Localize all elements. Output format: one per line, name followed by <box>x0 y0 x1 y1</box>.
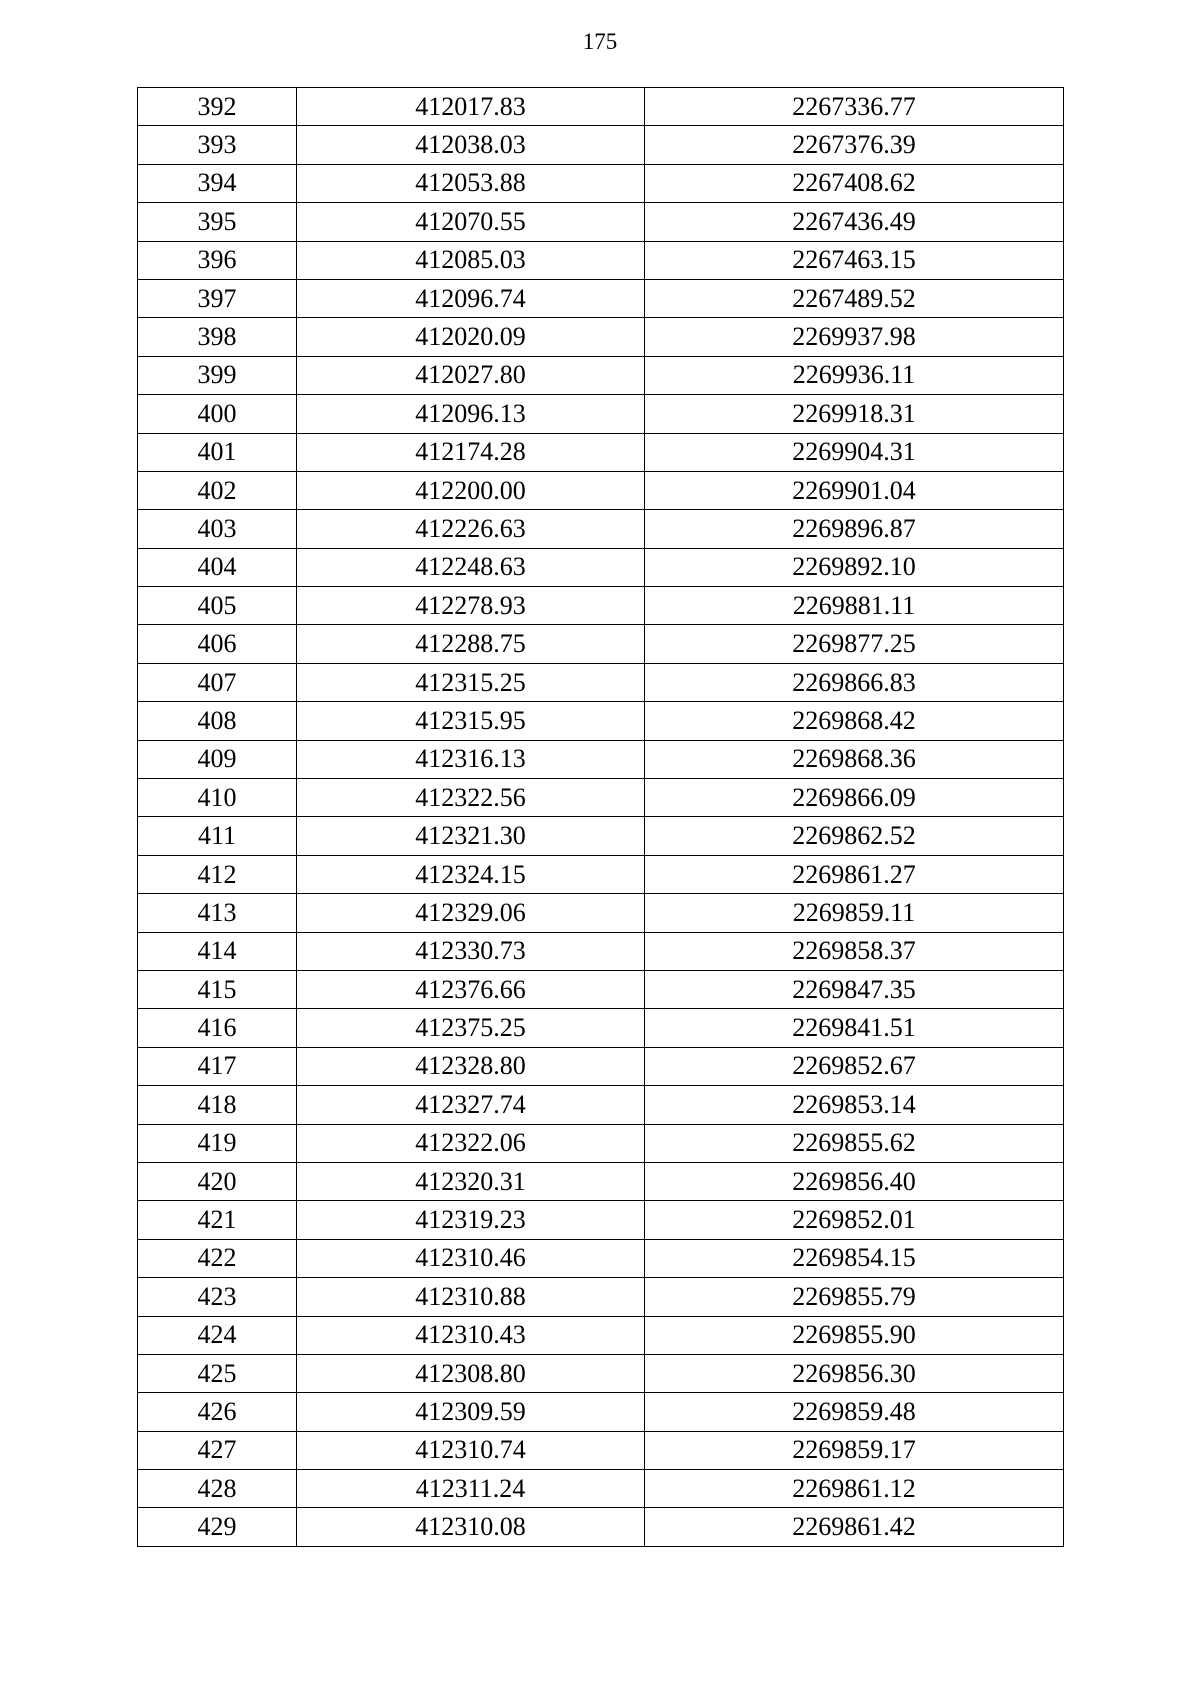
point-number-cell: 417 <box>138 1047 297 1085</box>
point-number-cell: 418 <box>138 1086 297 1124</box>
table-row <box>138 1086 1064 1124</box>
y-coordinate-cell: 2269856.30 <box>645 1354 1064 1392</box>
table-row <box>138 510 1064 548</box>
point-number-cell: 409 <box>138 740 297 778</box>
table-row <box>138 932 1064 970</box>
point-number-cell: 423 <box>138 1278 297 1316</box>
y-coordinate-cell: 2269861.12 <box>645 1470 1064 1508</box>
point-number-cell: 420 <box>138 1162 297 1200</box>
table-row <box>138 1162 1064 1200</box>
table-row <box>138 779 1064 817</box>
point-number-cell: 414 <box>138 932 297 970</box>
y-coordinate-cell: 2269868.42 <box>645 702 1064 740</box>
x-coordinate-cell: 412200.00 <box>297 471 645 509</box>
table-row <box>138 548 1064 586</box>
y-coordinate-cell: 2269881.11 <box>645 587 1064 625</box>
y-coordinate-cell: 2269892.10 <box>645 548 1064 586</box>
table-row <box>138 1354 1064 1392</box>
table-row <box>138 1009 1064 1047</box>
table-row <box>138 1508 1064 1546</box>
table-row <box>138 1124 1064 1162</box>
x-coordinate-cell: 412308.80 <box>297 1354 645 1392</box>
x-coordinate-cell: 412321.30 <box>297 817 645 855</box>
y-coordinate-cell: 2269862.52 <box>645 817 1064 855</box>
y-coordinate-cell: 2267489.52 <box>645 279 1064 317</box>
point-number-cell: 399 <box>138 356 297 394</box>
table-row <box>138 625 1064 663</box>
table-row <box>138 471 1064 509</box>
x-coordinate-cell: 412226.63 <box>297 510 645 548</box>
y-coordinate-cell: 2269856.40 <box>645 1162 1064 1200</box>
y-coordinate-cell: 2269855.79 <box>645 1278 1064 1316</box>
point-number-cell: 397 <box>138 279 297 317</box>
y-coordinate-cell: 2269852.67 <box>645 1047 1064 1085</box>
y-coordinate-cell: 2269877.25 <box>645 625 1064 663</box>
x-coordinate-cell: 412330.73 <box>297 932 645 970</box>
y-coordinate-cell: 2269937.98 <box>645 318 1064 356</box>
x-coordinate-cell: 412320.31 <box>297 1162 645 1200</box>
point-number-cell: 402 <box>138 471 297 509</box>
x-coordinate-cell: 412174.28 <box>297 433 645 471</box>
point-number-cell: 403 <box>138 510 297 548</box>
y-coordinate-cell: 2269853.14 <box>645 1086 1064 1124</box>
point-number-cell: 419 <box>138 1124 297 1162</box>
point-number-cell: 393 <box>138 126 297 164</box>
coordinates-table <box>137 87 1064 1547</box>
y-coordinate-cell: 2269896.87 <box>645 510 1064 548</box>
y-coordinate-cell: 2267463.15 <box>645 241 1064 279</box>
x-coordinate-cell: 412070.55 <box>297 203 645 241</box>
y-coordinate-cell: 2269901.04 <box>645 471 1064 509</box>
point-number-cell: 410 <box>138 779 297 817</box>
x-coordinate-cell: 412310.74 <box>297 1431 645 1469</box>
x-coordinate-cell: 412322.56 <box>297 779 645 817</box>
y-coordinate-cell: 2269855.62 <box>645 1124 1064 1162</box>
x-coordinate-cell: 412327.74 <box>297 1086 645 1124</box>
y-coordinate-cell: 2269859.11 <box>645 894 1064 932</box>
x-coordinate-cell: 412311.24 <box>297 1470 645 1508</box>
table-row <box>138 279 1064 317</box>
point-number-cell: 394 <box>138 164 297 202</box>
table-row <box>138 164 1064 202</box>
x-coordinate-cell: 412248.63 <box>297 548 645 586</box>
table-row <box>138 817 1064 855</box>
x-coordinate-cell: 412315.95 <box>297 702 645 740</box>
point-number-cell: 404 <box>138 548 297 586</box>
x-coordinate-cell: 412038.03 <box>297 126 645 164</box>
y-coordinate-cell: 2269854.15 <box>645 1239 1064 1277</box>
y-coordinate-cell: 2269868.36 <box>645 740 1064 778</box>
x-coordinate-cell: 412278.93 <box>297 587 645 625</box>
table-row <box>138 126 1064 164</box>
table-row <box>138 395 1064 433</box>
table-row <box>138 702 1064 740</box>
table-row <box>138 1201 1064 1239</box>
x-coordinate-cell: 412322.06 <box>297 1124 645 1162</box>
y-coordinate-cell: 2269859.17 <box>645 1431 1064 1469</box>
point-number-cell: 426 <box>138 1393 297 1431</box>
x-coordinate-cell: 412329.06 <box>297 894 645 932</box>
point-number-cell: 429 <box>138 1508 297 1546</box>
y-coordinate-cell: 2269852.01 <box>645 1201 1064 1239</box>
table-row <box>138 318 1064 356</box>
point-number-cell: 392 <box>138 88 297 126</box>
point-number-cell: 424 <box>138 1316 297 1354</box>
table-row <box>138 1393 1064 1431</box>
x-coordinate-cell: 412316.13 <box>297 740 645 778</box>
table-row <box>138 356 1064 394</box>
table-row <box>138 1316 1064 1354</box>
table-row <box>138 88 1064 126</box>
y-coordinate-cell: 2267436.49 <box>645 203 1064 241</box>
x-coordinate-cell: 412027.80 <box>297 356 645 394</box>
point-number-cell: 398 <box>138 318 297 356</box>
point-number-cell: 422 <box>138 1239 297 1277</box>
table-row <box>138 1047 1064 1085</box>
x-coordinate-cell: 412288.75 <box>297 625 645 663</box>
x-coordinate-cell: 412315.25 <box>297 663 645 701</box>
y-coordinate-cell: 2269859.48 <box>645 1393 1064 1431</box>
table-row <box>138 855 1064 893</box>
table-row <box>138 203 1064 241</box>
table-row <box>138 1239 1064 1277</box>
y-coordinate-cell: 2269841.51 <box>645 1009 1064 1047</box>
table-row <box>138 663 1064 701</box>
y-coordinate-cell: 2269861.27 <box>645 855 1064 893</box>
y-coordinate-cell: 2267336.77 <box>645 88 1064 126</box>
point-number-cell: 395 <box>138 203 297 241</box>
y-coordinate-cell: 2267408.62 <box>645 164 1064 202</box>
point-number-cell: 412 <box>138 855 297 893</box>
x-coordinate-cell: 412085.03 <box>297 241 645 279</box>
point-number-cell: 427 <box>138 1431 297 1469</box>
y-coordinate-cell: 2269918.31 <box>645 395 1064 433</box>
point-number-cell: 415 <box>138 970 297 1008</box>
point-number-cell: 411 <box>138 817 297 855</box>
y-coordinate-cell: 2269858.37 <box>645 932 1064 970</box>
x-coordinate-cell: 412310.46 <box>297 1239 645 1277</box>
table-row <box>138 740 1064 778</box>
y-coordinate-cell: 2269855.90 <box>645 1316 1064 1354</box>
point-number-cell: 416 <box>138 1009 297 1047</box>
x-coordinate-cell: 412376.66 <box>297 970 645 1008</box>
x-coordinate-cell: 412310.43 <box>297 1316 645 1354</box>
x-coordinate-cell: 412020.09 <box>297 318 645 356</box>
point-number-cell: 405 <box>138 587 297 625</box>
x-coordinate-cell: 412375.25 <box>297 1009 645 1047</box>
point-number-cell: 400 <box>138 395 297 433</box>
y-coordinate-cell: 2269904.31 <box>645 433 1064 471</box>
point-number-cell: 396 <box>138 241 297 279</box>
point-number-cell: 425 <box>138 1354 297 1392</box>
y-coordinate-cell: 2269936.11 <box>645 356 1064 394</box>
point-number-cell: 421 <box>138 1201 297 1239</box>
table-row <box>138 587 1064 625</box>
x-coordinate-cell: 412096.74 <box>297 279 645 317</box>
x-coordinate-cell: 412324.15 <box>297 855 645 893</box>
x-coordinate-cell: 412310.88 <box>297 1278 645 1316</box>
x-coordinate-cell: 412053.88 <box>297 164 645 202</box>
page-number: 175 <box>582 29 618 54</box>
table-row <box>138 1470 1064 1508</box>
table-row <box>138 970 1064 1008</box>
table-row <box>138 433 1064 471</box>
y-coordinate-cell: 2269847.35 <box>645 970 1064 1008</box>
point-number-cell: 407 <box>138 663 297 701</box>
table-row <box>138 241 1064 279</box>
y-coordinate-cell: 2269861.42 <box>645 1508 1064 1546</box>
x-coordinate-cell: 412328.80 <box>297 1047 645 1085</box>
point-number-cell: 408 <box>138 702 297 740</box>
x-coordinate-cell: 412309.59 <box>297 1393 645 1431</box>
x-coordinate-cell: 412017.83 <box>297 88 645 126</box>
table-row <box>138 1431 1064 1469</box>
coordinates-table-body <box>138 88 1064 1547</box>
point-number-cell: 428 <box>138 1470 297 1508</box>
point-number-cell: 401 <box>138 433 297 471</box>
y-coordinate-cell: 2269866.83 <box>645 663 1064 701</box>
x-coordinate-cell: 412310.08 <box>297 1508 645 1546</box>
table-row <box>138 1278 1064 1316</box>
y-coordinate-cell: 2269866.09 <box>645 779 1064 817</box>
point-number-cell: 406 <box>138 625 297 663</box>
y-coordinate-cell: 2267376.39 <box>645 126 1064 164</box>
table-row <box>138 894 1064 932</box>
x-coordinate-cell: 412096.13 <box>297 395 645 433</box>
x-coordinate-cell: 412319.23 <box>297 1201 645 1239</box>
point-number-cell: 413 <box>138 894 297 932</box>
